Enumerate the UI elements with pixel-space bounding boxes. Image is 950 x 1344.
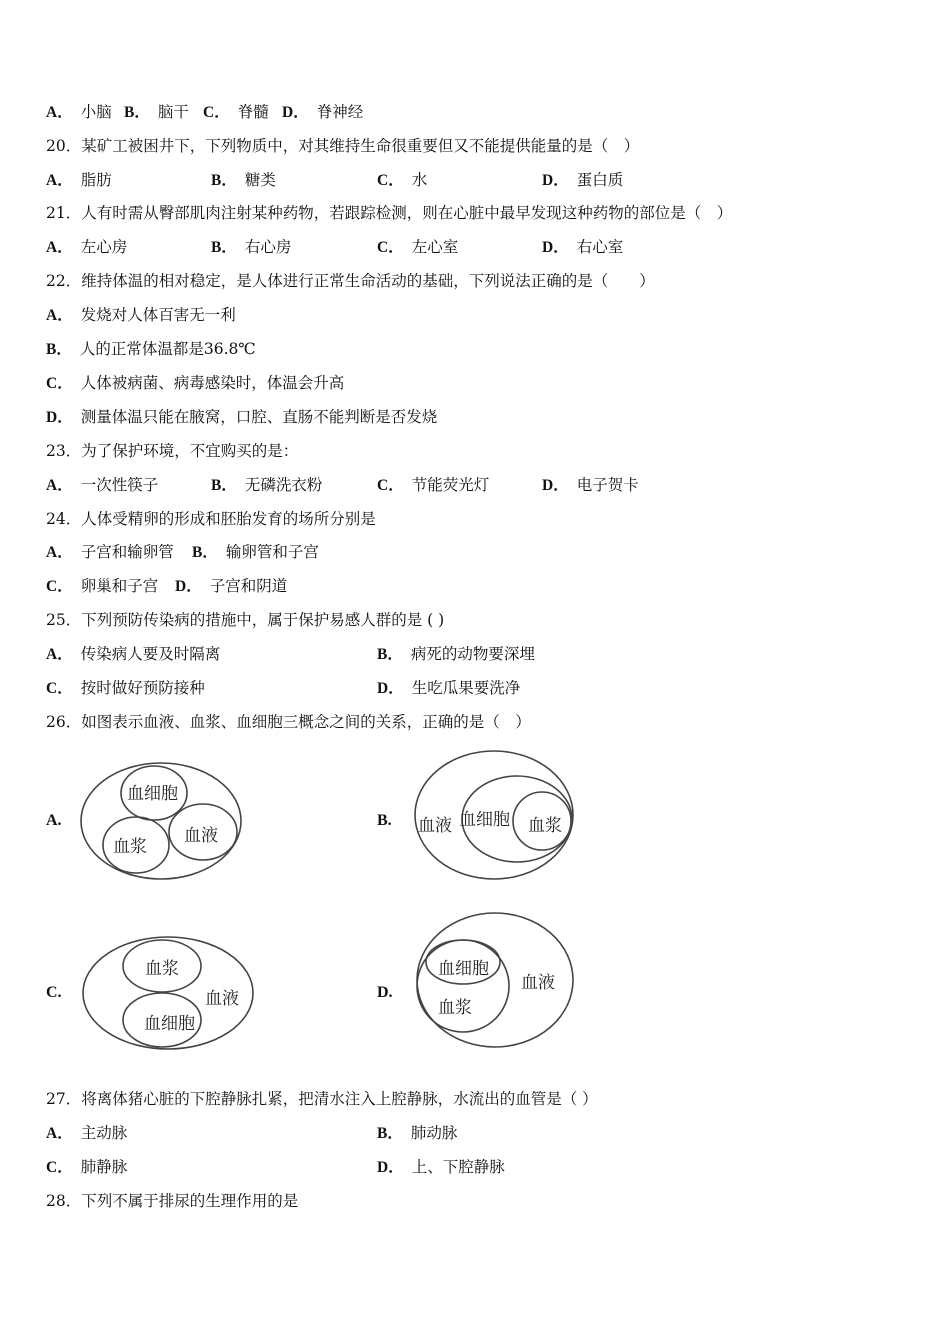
option-letter: A． bbox=[46, 172, 73, 189]
option-text: 左心房 bbox=[80, 238, 128, 256]
option-letter: B． bbox=[124, 104, 150, 121]
option-letter: A． bbox=[46, 646, 73, 663]
diagram-b bbox=[377, 751, 573, 879]
cells-label: 血细胞 bbox=[459, 810, 510, 830]
blood-label: 血液 bbox=[184, 826, 218, 846]
plasma-label: 血浆 bbox=[438, 998, 472, 1018]
option-text: 脊髓 bbox=[237, 103, 269, 121]
option-letter: A． bbox=[46, 104, 73, 121]
option-text: 病死的动物要深埋 bbox=[410, 645, 535, 663]
q27-option-a bbox=[46, 1123, 127, 1144]
q21-stem: 21．人有时需从臀部肌肉注射某种药物，若跟踪检测，则在心脏中最早发现这种药物的部位是（ ） bbox=[46, 204, 733, 222]
option-text: 主动脉 bbox=[80, 1124, 128, 1142]
option-text: 一次性筷子 bbox=[80, 476, 159, 494]
option-letter: B． bbox=[192, 544, 218, 561]
blood-ellipse bbox=[81, 763, 241, 879]
option-letter: D． bbox=[175, 578, 202, 595]
option-letter: D． bbox=[377, 680, 404, 697]
option-letter: C． bbox=[46, 680, 73, 697]
option-letter: D． bbox=[46, 409, 73, 426]
option-letter: D． bbox=[282, 104, 309, 121]
option-letter: D． bbox=[377, 1159, 404, 1176]
q27-option-c bbox=[46, 1157, 127, 1178]
option-text: 传染病人要及时隔离 bbox=[80, 645, 221, 663]
option-letter: C． bbox=[46, 375, 73, 392]
option-text: 小脑 bbox=[80, 103, 112, 121]
plasma-label: 血浆 bbox=[113, 837, 147, 857]
option-letter: C． bbox=[203, 104, 230, 121]
option-text: 测量体温只能在腋窝，口腔、直肠不能判断是否发烧 bbox=[80, 408, 438, 426]
option-text: 生吃瓜果要洗净 bbox=[411, 679, 521, 697]
option-letter: C． bbox=[377, 172, 404, 189]
option-text: 右心室 bbox=[576, 238, 624, 256]
cells-label: 血细胞 bbox=[438, 959, 489, 979]
option-text: 糖类 bbox=[244, 171, 276, 189]
option-text: 脂肪 bbox=[80, 171, 112, 189]
option-letter: B． bbox=[377, 646, 403, 663]
blood-label: 血液 bbox=[521, 973, 555, 993]
q27-option-d bbox=[377, 1157, 505, 1178]
option-text: 肺静脉 bbox=[80, 1158, 128, 1176]
plasma-label: 血浆 bbox=[145, 959, 179, 979]
diagram-c bbox=[46, 937, 253, 1049]
q23-stem: 23．为了保护环境，不宜购买的是： bbox=[46, 442, 299, 460]
q26-stem: 26．如图表示血液、血浆、血细胞三概念之间的关系，正确的是（ ） bbox=[46, 713, 531, 731]
option-text: 肺动脉 bbox=[410, 1124, 458, 1142]
option-text: 左心室 bbox=[411, 238, 459, 256]
q24-stem: 24．人体受精卵的形成和胚胎发育的场所分别是 bbox=[46, 510, 376, 528]
option-text: 子宫和输卵管 bbox=[80, 543, 174, 561]
q25-stem: 25．下列预防传染病的措施中，属于保护易感人群的是 ( ) bbox=[46, 611, 445, 629]
option-text: 脊神经 bbox=[316, 103, 364, 121]
option-letter: D． bbox=[542, 172, 569, 189]
diagram-a bbox=[46, 763, 241, 879]
option-letter: C． bbox=[46, 578, 73, 595]
option-text: 人体被病菌、病毒感染时，体温会升高 bbox=[80, 374, 345, 392]
plasma-ellipse bbox=[417, 940, 509, 1032]
option-letter: D． bbox=[542, 239, 569, 256]
option-text: 蛋白质 bbox=[576, 171, 624, 189]
option-text: 人的正常体温都是36.8℃ bbox=[79, 340, 256, 358]
cells-label: 血细胞 bbox=[127, 784, 178, 804]
plasma-label: 血浆 bbox=[528, 816, 562, 836]
q20-stem: 20．某矿工被困井下，下列物质中，对其维持生命很重要但又不能提供能量的是（ ） bbox=[46, 137, 640, 155]
option-letter: C． bbox=[46, 1159, 73, 1176]
option-letter: B． bbox=[211, 239, 237, 256]
option-text: 按时做好预防接种 bbox=[80, 679, 205, 697]
option-letter: B． bbox=[46, 341, 72, 358]
q27-option-b bbox=[377, 1123, 457, 1144]
blood-label: 血液 bbox=[418, 816, 452, 836]
option-text: 无磷洗衣粉 bbox=[244, 476, 323, 494]
option-text: 脑干 bbox=[157, 103, 189, 121]
cells-label: 血细胞 bbox=[144, 1014, 195, 1034]
option-letter: C． bbox=[377, 477, 404, 494]
option-letter: A． bbox=[46, 239, 73, 256]
option-letter: A． bbox=[46, 307, 73, 324]
option-text: 上、下腔静脉 bbox=[411, 1158, 505, 1176]
q28-stem: 28．下列不属于排尿的生理作用的是 bbox=[46, 1192, 299, 1210]
diagram-d bbox=[377, 913, 573, 1047]
option-letter: C． bbox=[377, 239, 404, 256]
option-text: 子宫和阴道 bbox=[209, 577, 288, 595]
option-text: 卵巢和子宫 bbox=[80, 577, 159, 595]
option-text: 发烧对人体百害无一利 bbox=[80, 306, 236, 324]
option-letter: B． bbox=[211, 477, 237, 494]
diagram-c-label: C. bbox=[46, 984, 62, 1001]
q22-stem: 22．维持体温的相对稳定，是人体进行正常生命活动的基础，下列说法正确的是（ ） bbox=[46, 272, 655, 290]
diagram-a-label: A. bbox=[46, 812, 62, 829]
blood-label: 血液 bbox=[205, 989, 239, 1009]
option-letter: A． bbox=[46, 477, 73, 494]
option-text: 水 bbox=[411, 171, 428, 189]
diagram-d-label: D. bbox=[377, 984, 393, 1001]
diagram-b-label: B. bbox=[377, 812, 392, 829]
q27-stem: 27．将离体猪心脏的下腔静脉扎紧，把清水注入上腔静脉，水流出的血管是（ ） bbox=[46, 1090, 598, 1108]
option-letter: A． bbox=[46, 544, 73, 561]
option-letter: B． bbox=[377, 1125, 403, 1142]
option-text: 输卵管和子宫 bbox=[225, 543, 319, 561]
option-text: 节能荧光灯 bbox=[411, 476, 490, 494]
option-letter: D． bbox=[542, 477, 569, 494]
option-letter: B． bbox=[211, 172, 237, 189]
option-text: 电子贺卡 bbox=[576, 476, 639, 494]
option-letter: A． bbox=[46, 1125, 73, 1142]
option-text: 右心房 bbox=[244, 238, 292, 256]
